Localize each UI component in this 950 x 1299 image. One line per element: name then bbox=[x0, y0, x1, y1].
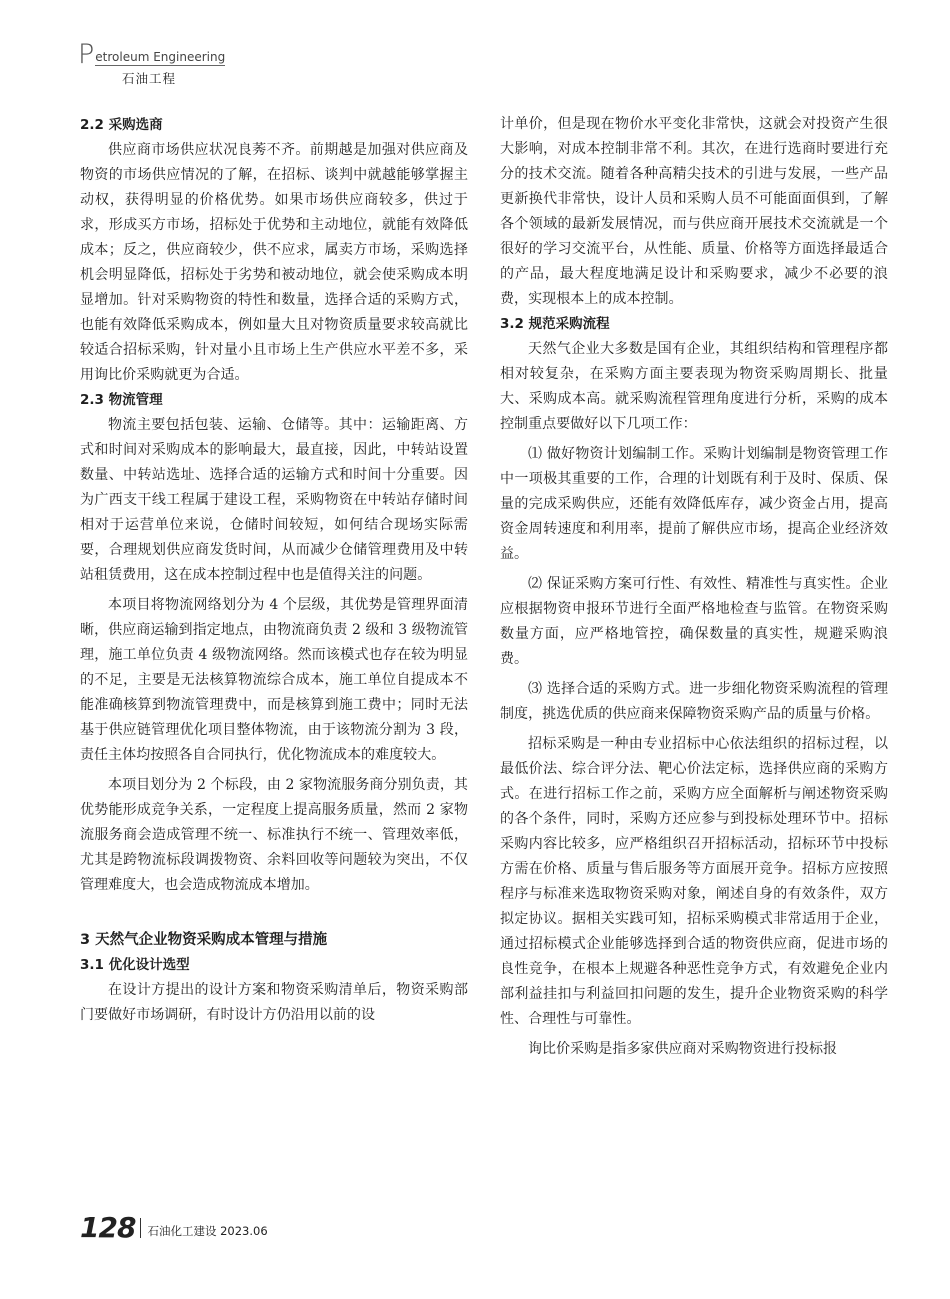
section-heading-3-1: 3.1 优化设计选型 bbox=[80, 957, 190, 973]
list-item: ⑶ 选择合适的采购方式。进一步细化物资采购流程的管理制度，挑选优质的供应商来保障物资采购产品的质量与价格。 bbox=[500, 681, 888, 722]
paragraph: 供应商市场供应状况良莠不齐。前期越是加强对供应商及物资的市场供应情况的了解，在招标、谈判中就越能够掌握主动权，获得明显的价格优势。如果市场供应商较多，供过于求，形成买方市场，招标处于优势和主动地位，就能有效降低成本；反之，供应商较少，供不应求，属卖方市场，采购选择机会明显降低，招标处于劣势和被动地位，就会使采购成本明显增加。针对采购物资的特性和数量，选择合适的采购方式，也能有效降低采购成本，例如量大且对物资质量要求较高就比较适合招标采购，针对量小且市场上生产供应水平差不多，采用询比价采购就更为合适。 bbox=[80, 142, 468, 383]
page-number: 128 bbox=[80, 1211, 136, 1244]
list-item: ⑴ 做好物资计划编制工作。采购计划编制是物资管理工作中一项极其重要的工作，合理的计划既有利于及时、保质、保量的完成采购供应，还能有效降低库存，减少资金占用，提高资金周转速度和利用率，提前了解供应市场，提高企业经济效益。 bbox=[500, 446, 888, 562]
paragraph: 询比价采购是指多家供应商对采购物资进行投标报 bbox=[528, 1041, 838, 1057]
paragraph: 天然气企业大多数是国有企业，其组织结构和管理程序都相对较复杂，在采购方面主要表现为物资采购周期长、批量大、采购成本高。就采购流程管理角度进行分析，采购的成本控制重点要做好以下几项工作： bbox=[500, 341, 888, 432]
running-header bbox=[78, 39, 226, 87]
logo-initial: P bbox=[78, 39, 95, 70]
list-item: ⑵ 保证采购方案可行性、有效性、精准性与真实性。企业应根据物资申报环节进行全面严格地检查与监管。在物资采购数量方面，应严格地管控，确保数量的真实性，规避采购浪费。 bbox=[500, 576, 888, 667]
section-heading-3: 3 天然气企业物资采购成本管理与措施 bbox=[80, 932, 328, 948]
footer-divider bbox=[140, 1218, 141, 1238]
journal-issue: 石油化工建设 2023.06 bbox=[147, 1223, 268, 1238]
paragraph: 本项目将物流网络划分为 4 个层级，其优势是管理界面清晰，供应商运输到指定地点，由物流商负责 2 级和 3 级物流管理，施工单位负责 4 级物流网络。然而该模式也存在较为明显的不足，主要是无法核算物流综合成本，施工单位自提成本不能准确核算到物流管理费中，而是核算到施工费中；同时无法基于供应链管理优化项目整体物流，由于该物流分割为 3 段，责任主体均按照各自合同执行，优化物流成本的难度较大。 bbox=[80, 597, 468, 763]
paragraph-continued: 计单价，但是现在物价水平变化非常快，这就会对投资产生很大影响，对成本控制非常不利。其次，在进行选商时要进行充分的技术交流。随着各种高精尖技术的引进与发展，一些产品更新换代非常快，设计人员和采购人员不可能面面俱到，了解各个领域的最新发展情况，而与供应商开展技术交流就是一个很好的学习交流平台，从性能、质量、价格等方面选择最适合的产品，最大程度地满足设计和采购要求，减少不必要的浪费，实现根本上的成本控制。 bbox=[500, 116, 888, 307]
section-heading-2-2: 2.2 采购选商 bbox=[80, 117, 163, 133]
page-footer bbox=[80, 1211, 268, 1244]
left-column bbox=[80, 113, 468, 1028]
paragraph: 在设计方提出的设计方案和物资采购清单后，物资采购部门要做好市场调研，有时设计方仍沿用以前的设 bbox=[80, 982, 468, 1023]
paragraph: 招标采购是一种由专业招标中心依法组织的招标过程，以最低价法、综合评分法、靶心价法定标，选择供应商的采购方式。在进行招标工作之前，采购方应全面解析与阐述物资采购的各个条件，同时，采购方还应参与到投标处理环节中。招标采购内容比较多，应严格组织召开招标活动，招标环节中投标方需在价格、质量与售后服务等方面展开竞争。招标方应按照程序与标准来选取物资采购对象，阐述自身的有效条件，双方拟定协议。据相关实践可知，招标采购模式非常适用于企业，通过招标模式企业能够选择到合适的物资供应商，促进市场的良性竞争，在根本上规避各种恶性竞争方式，有效避免企业内部利益挂扣与利益回扣问题的发生，提升企业物资采购的科学性、合理性与可靠性。 bbox=[500, 736, 888, 1027]
journal-logo bbox=[78, 39, 226, 70]
right-column bbox=[500, 112, 888, 1062]
paragraph: 物流主要包括包装、运输、仓储等。其中：运输距离、方式和时间对采购成本的影响最大，最直接，因此，中转站设置数量、中转站选址、选择合适的运输方式和时间十分重要。因为广西支干线工程属于建设工程，采购物资在中转站存储时间相对于运营单位来说，仓储时间较短，如何结合现场实际需要，合理规划供应商发货时间，从而减少仓储管理费用及中转站租赁费用，这在成本控制过程中也是值得关注的问题。 bbox=[80, 417, 468, 583]
section-name: 石油工程 bbox=[122, 71, 177, 86]
logo-text: etroleum Engineering bbox=[95, 50, 226, 64]
section-heading-2-3: 2.3 物流管理 bbox=[80, 392, 163, 408]
section-heading-3-2: 3.2 规范采购流程 bbox=[500, 316, 610, 332]
paragraph: 本项目划分为 2 个标段，由 2 家物流服务商分别负责，其优势能形成竞争关系，一定程度上提高服务质量，然而 2 家物流服务商会造成管理不统一、标准执行不统一、管理效率低，尤其是跨物流标段调拨物资、余料回收等问题较为突出，不仅管理难度大，也会造成物流成本增加。 bbox=[80, 777, 468, 893]
